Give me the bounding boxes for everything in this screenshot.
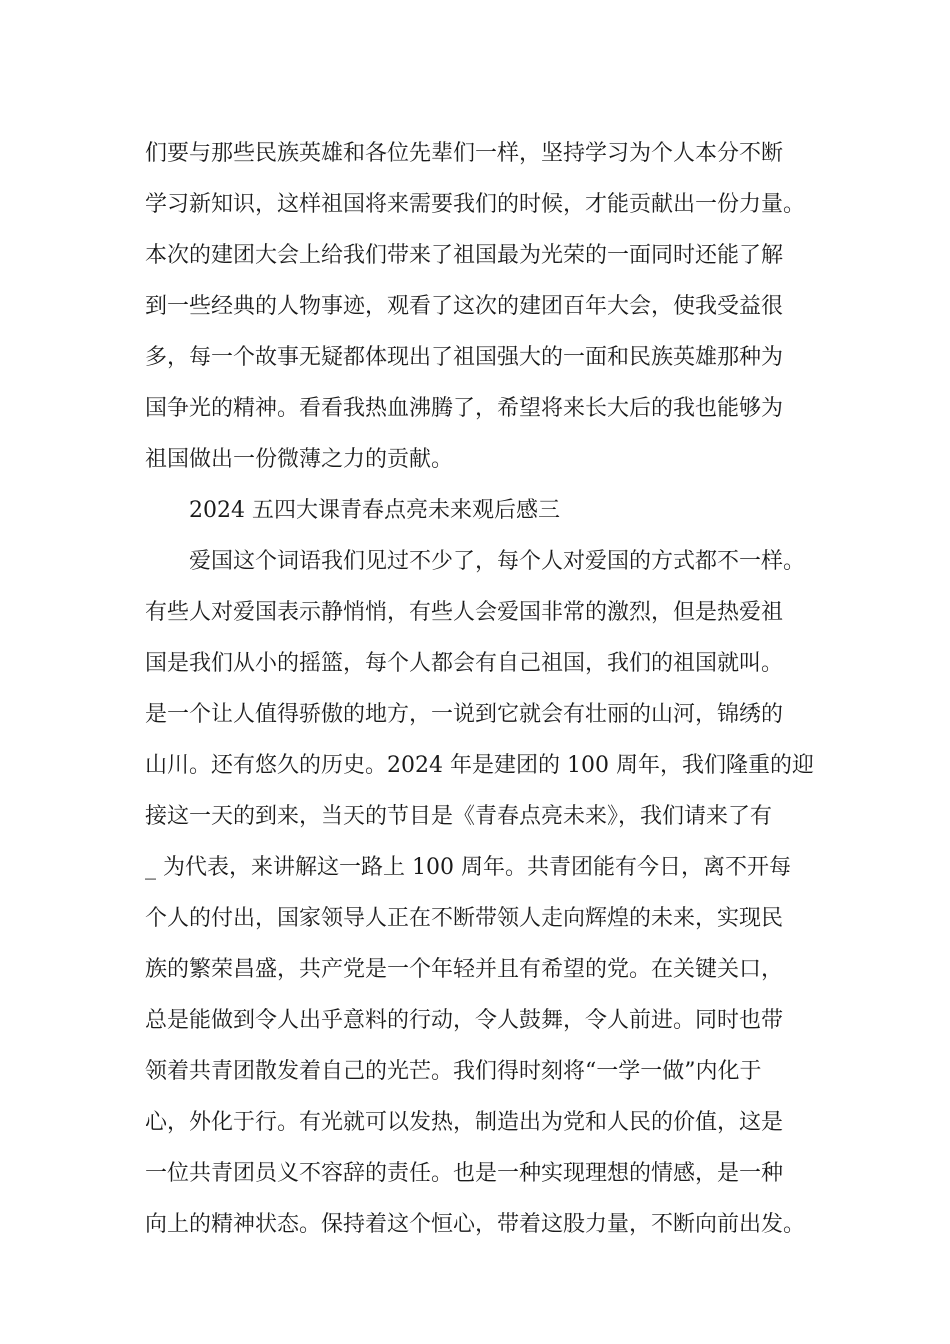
text-line: 领着共青团散发着自己的光芒。我们得时刻将“一学一做”内化于 xyxy=(145,1059,762,1084)
text-line: 国是我们从小的摇篮，每个人都会有自己祖国，我们的祖国就叫。 xyxy=(145,651,784,676)
text-line: 总是能做到令人出乎意料的行动，令人鼓舞，令人前进。同时也带 xyxy=(145,1008,784,1033)
text-line: 多，每一个故事无疑都体现出了祖国强大的一面和民族英雄那种为 xyxy=(145,345,784,370)
text-line: 到一些经典的人物事迹，观看了这次的建团百年大会，使我受益很 xyxy=(145,294,784,319)
text-line: _ 为代表，来讲解这一路上 100 周年。共青团能有今日，离不开每 xyxy=(145,855,791,880)
text-line: 族的繁荣昌盛，共产党是一个年轻并且有希望的党。在关键关口， xyxy=(145,957,784,982)
text-line: 是一个让人值得骄傲的地方，一说到它就会有壮丽的山河，锦绣的 xyxy=(145,702,784,727)
text-line: 学习新知识，这样祖国将来需要我们的时候，才能贡献出一份力量。 xyxy=(145,192,806,217)
text-line: 个人的付出，国家领导人正在不断带领人走向辉煌的未来，实现民 xyxy=(145,906,784,931)
text-line: 向上的精神状态。保持着这个恒心，带着这股力量，不断向前出发。 xyxy=(145,1212,806,1237)
text-line: 心，外化于行。有光就可以发热，制造出为党和人民的价值，这是 xyxy=(145,1110,784,1135)
text-line: 一位共青团员义不容辞的责任。也是一种实现理想的情感，是一种 xyxy=(145,1161,784,1186)
text-line: 接这一天的到来，当天的节目是《青春点亮未来》，我们请来了有 xyxy=(145,804,773,829)
document-body xyxy=(145,128,814,1250)
paragraph-first-line: 2024 五四大课青春点亮未来观后感三 xyxy=(189,498,560,523)
paragraph-first-line: 爱国这个词语我们见过不少了，每个人对爱国的方式都不一样。 xyxy=(189,549,806,574)
text-line: 祖国做出一份微薄之力的贡献。 xyxy=(145,447,454,472)
text-line: 有些人对爱国表示静悄悄，有些人会爱国非常的激烈，但是热爱祖 xyxy=(145,600,784,625)
text-line: 们要与那些民族英雄和各位先辈们一样，坚持学习为个人本分不断 xyxy=(145,141,784,166)
text-line: 国争光的精神。看看我热血沸腾了，希望将来长大后的我也能够为 xyxy=(145,396,784,421)
text-line: 山川。还有悠久的历史。2024 年是建团的 100 周年，我们隆重的迎 xyxy=(145,753,814,778)
text-line: 本次的建团大会上给我们带来了祖国最为光荣的一面同时还能了解 xyxy=(145,243,784,268)
